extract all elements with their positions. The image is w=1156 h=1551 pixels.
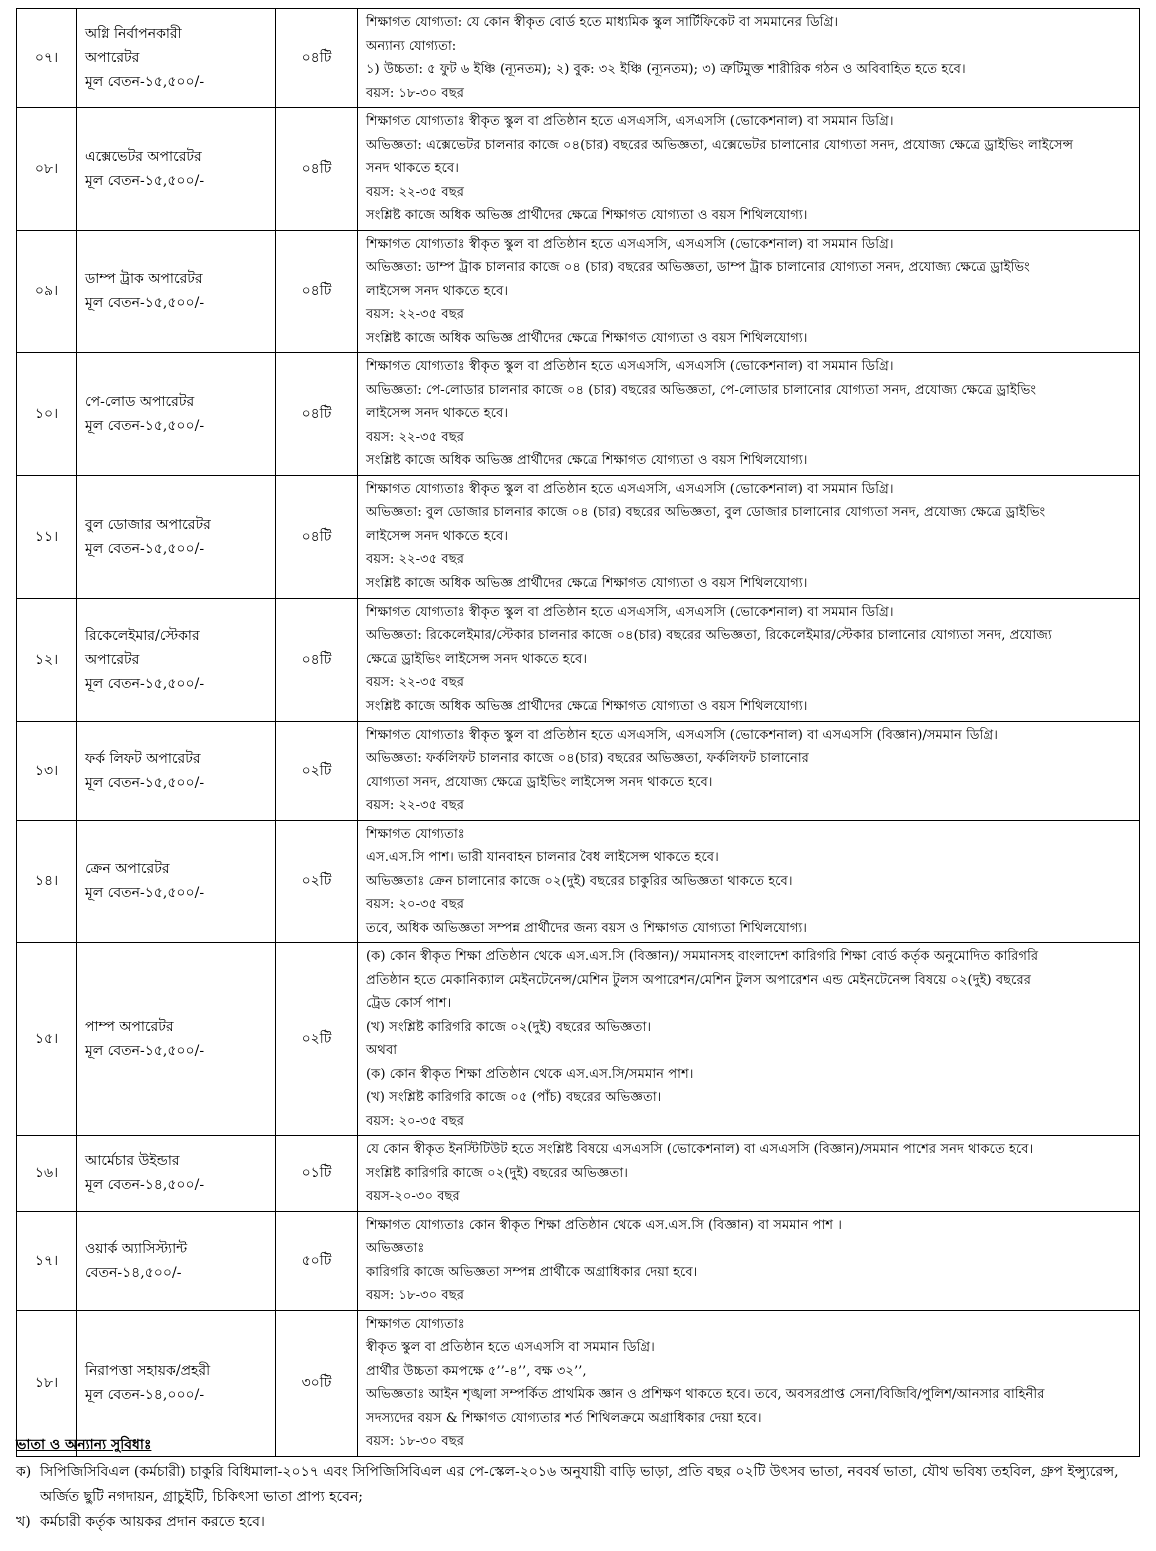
- requirement-line: অভিজ্ঞতা: ফর্কলিফট চালনার কাজে ০৪(চার) বছরের অভিজ্ঞতা, ফর্কলিফট চালানোর: [366, 751, 809, 766]
- post-line: রিকেলেইমার/স্টেকার: [85, 627, 200, 644]
- table-row: [17, 943, 1140, 1136]
- serial-number: ১৫।: [17, 943, 77, 1136]
- requirement-line: বয়স: ২০-৩৫ বছর: [366, 1113, 464, 1129]
- requirement-line: অভিজ্ঞতাঃ: [366, 1241, 425, 1256]
- post-line: মূল বেতন-১৫,৫০০/-: [85, 417, 205, 434]
- requirement-line: বয়স: ২০-৩৫ বছর: [366, 897, 464, 912]
- serial-number: ১৮।: [17, 1310, 77, 1456]
- requirement-line: অভিজ্ঞতাঃ ক্রেন চালানোর কাজে ০২(দুই) বছরের চাকুরির অভিজ্ঞতা থাকতে হবে।: [366, 873, 793, 889]
- post-line: ক্রেন অপারেটর: [85, 861, 170, 878]
- requirement-line: বয়স: ২২-৩৫ বছর: [366, 307, 464, 322]
- requirement-line: সংশ্লিষ্ট কাজে অধিক অভিজ্ঞ প্রার্থীদের ক্ষেত্রে শিক্ষাগত যোগ্যতা ও বয়স শিথিলযোগ্য।: [366, 453, 808, 468]
- post-count: ০৪টি: [276, 9, 358, 108]
- post-line: অগ্নি নির্বাপনকারী: [85, 26, 182, 42]
- requirement-line: বয়স: ১৮-৩০ বছর: [366, 1434, 464, 1449]
- requirement-line: শিক্ষাগত যোগ্যতাঃ: [366, 1316, 465, 1332]
- requirement-line: লাইসেন্স সনদ থাকতে হবে।: [366, 528, 509, 544]
- post-name-cell: [77, 108, 276, 231]
- table-row: [17, 475, 1140, 598]
- post-line: ডাম্প ট্রাক অপারেটর: [85, 271, 203, 288]
- requirements-cell: [358, 943, 1140, 1136]
- post-name-cell: [77, 943, 276, 1136]
- requirement-line: ১) উচ্চতা: ৫ ফুট ৬ ইঞ্চি (ন্যূনতম); ২) বুক: ৩২ ইঞ্চি (ন্যূনতম); ৩) ত্রুটিমুক্ত শারীরিক গঠন ও অবিবাহিত হতে হবে।: [366, 62, 966, 77]
- post-line: বুল ডোজার অপারেটর: [85, 516, 211, 533]
- table-row: [17, 353, 1140, 476]
- benefit-label: ক): [16, 1464, 32, 1480]
- requirement-line: বয়স: ২২-৩৫ বছর: [366, 429, 464, 445]
- requirement-line: প্রতিষ্ঠান হতে মেকানিক্যাল মেইনটেনেন্স/মেশিন টুলস অপারেশন/মেশিন টুলস অপারেশন এন্ড মেইনটেনেন্স বিষয়ে ০২(দুই) বছরের: [366, 972, 1031, 988]
- requirement-line: (খ) সংশ্লিষ্ট কারিগরি কাজে ০২(দুই) বছরের অভিজ্ঞতা।: [366, 1019, 652, 1035]
- post-line: আর্মেচার উইন্ডার: [85, 1153, 180, 1170]
- requirement-line: সদস্যদের বয়স & শিক্ষাগত যোগ্যতার শর্ত শিথিলক্রমে অগ্রাধিকার দেয়া হবে।: [366, 1410, 762, 1426]
- requirement-line: শিক্ষাগত যোগ্যতাঃ: [366, 826, 465, 842]
- post-line: মূল বেতন-১৫,৫০০/-: [85, 540, 205, 557]
- post-count: ৩০টি: [276, 1310, 358, 1456]
- post-name-cell: [77, 353, 276, 476]
- post-line: মূল বেতন-১৫,৫০০/-: [85, 774, 205, 791]
- serial-number: ১১।: [17, 475, 77, 598]
- requirements-cell: [358, 598, 1140, 721]
- benefits-section: [16, 1432, 1140, 1535]
- requirement-line: বয়স: ১৮-৩০ বছর: [366, 85, 464, 101]
- requirement-line: লাইসেন্স সনদ থাকতে হবে।: [366, 406, 509, 421]
- post-line: অপারেটর: [85, 50, 140, 66]
- post-line: মূল বেতন-১৪,৫০০/-: [85, 1177, 205, 1194]
- benefit-text: কর্মচারী কর্তৃক আয়কর প্রদান করতে হবে।: [40, 1514, 265, 1530]
- post-count: ০৪টি: [276, 475, 358, 598]
- post-count: ০১টি: [276, 1136, 358, 1212]
- requirement-line: বয়স: ১৮-৩০ বছর: [366, 1288, 464, 1303]
- requirement-line: শিক্ষাগত যোগ্যতাঃ কোন স্বীকৃত শিক্ষা প্রতিষ্ঠান থেকে এস.এস.সি (বিজ্ঞান) বা সমমান পাশ ।: [366, 1217, 842, 1233]
- requirement-line: স্বীকৃত স্কুল বা প্রতিষ্ঠান হতে এসএসসি বা সমমান ডিগ্রি।: [366, 1340, 655, 1355]
- benefit-label: খ): [16, 1514, 31, 1530]
- requirement-line: শিক্ষাগত যোগ্যতাঃ স্বীকৃত স্কুল বা প্রতিষ্ঠান হতে এসএসসি, এসএসসি (ভোকেশনাল) বা সমমান ডিগ্রি।: [366, 481, 894, 497]
- serial-number: ১০।: [17, 353, 77, 476]
- post-name-cell: [77, 598, 276, 721]
- requirement-line: সংশ্লিষ্ট কাজে অধিক অভিজ্ঞ প্রার্থীদের ক্ষেত্রে শিক্ষাগত যোগ্যতা ও বয়স শিথিলযোগ্য।: [366, 330, 808, 346]
- post-line: মূল বেতন-১৫,৫০০/-: [85, 675, 205, 692]
- table-row: [17, 820, 1140, 943]
- requirement-line: বয়স: ২২-৩৫ বছর: [366, 798, 464, 813]
- post-count: ০৪টি: [276, 353, 358, 476]
- requirements-cell: [358, 9, 1140, 108]
- requirement-line: অথবা: [366, 1043, 398, 1058]
- requirement-line: সংশ্লিষ্ট কাজে অধিক অভিজ্ঞ প্রার্থীদের ক্ষেত্রে শিক্ষাগত যোগ্যতা ও বয়স শিথিলযোগ্য।: [366, 698, 808, 714]
- requirement-line: প্রার্থীর উচ্চতা কমপক্ষে ৫’’-৪’’, বক্ষ ৩২’’,: [366, 1363, 587, 1379]
- table-row: [17, 1136, 1140, 1212]
- serial-number: ০৮।: [17, 108, 77, 231]
- table-row: [17, 1211, 1140, 1310]
- post-line: এক্সেভেটর অপারেটর: [85, 148, 202, 165]
- post-line: অপারেটর: [85, 651, 140, 668]
- requirement-line: শিক্ষাগত যোগ্যতা: যে কোন স্বীকৃত বোর্ড হতে মাধ্যমিক স্কুল সার্টিফিকেট বা সমমানের ডিগ্রি।: [366, 15, 839, 30]
- post-name-cell: [77, 1211, 276, 1310]
- post-line: মূল বেতন-১৪,০০০/-: [85, 1387, 205, 1403]
- requirements-cell: [358, 820, 1140, 943]
- post-name-cell: [77, 230, 276, 353]
- serial-number: ০৭।: [17, 9, 77, 108]
- requirement-line: কারিগরি কাজে অভিজ্ঞতা সম্পন্ন প্রার্থীকে অগ্রাধিকার দেয়া হবে।: [366, 1264, 698, 1280]
- post-name-cell: [77, 820, 276, 943]
- requirements-cell: [358, 1211, 1140, 1310]
- post-line: মূল বেতন-১৫,৫০০/-: [85, 172, 205, 189]
- requirement-line: অন্যান্য যোগ্যতা:: [366, 38, 457, 54]
- requirement-line: অভিজ্ঞতাঃ আইন শৃঙ্খলা সম্পর্কিত প্রাথমিক জ্ঞান ও প্রশিক্ষণ থাকতে হবে। তবে, অবসরপ্রাপ্ত সেনা/বিজিবি/পুলিশ/আনসার বাহিনীর: [366, 1387, 1045, 1402]
- requirement-line: যে কোন স্বীকৃত ইনস্টিটিউট হতে সংশ্লিষ্ট বিষয়ে এসএসসি (ভোকেশনাল) বা এসএসসি (বিজ্ঞান)/সমমান পাশের সনদ থাকতে হবে।: [366, 1142, 1034, 1157]
- requirement-line: বয়স: ২২-৩৫ বছর: [366, 675, 464, 691]
- post-count: ০২টি: [276, 820, 358, 943]
- requirements-cell: [358, 108, 1140, 231]
- post-count: ০৪টি: [276, 598, 358, 721]
- requirement-line: অভিজ্ঞতা: ডাম্প ট্রাক চালনার কাজে ০৪ (চার) বছরের অভিজ্ঞতা, ডাম্প ট্রাক চালানোর যোগ্যতা সনদ, প্রযোজ্য ক্ষেত্রে ড্রাইভিং: [366, 260, 1030, 275]
- requirement-line: সংশ্লিষ্ট কারিগরি কাজে ০২(দুই) বছরের অভিজ্ঞতা।: [366, 1165, 628, 1181]
- post-count: ০২টি: [276, 943, 358, 1136]
- requirement-line: বয়স: ২২-৩৫ বছর: [366, 184, 464, 200]
- serial-number: ১৭।: [17, 1211, 77, 1310]
- requirement-line: শিক্ষাগত যোগ্যতাঃ স্বীকৃত স্কুল বা প্রতিষ্ঠান হতে এসএসসি, এসএসসি (ভোকেশনাল) বা সমমান ডিগ্রি।: [366, 604, 894, 620]
- job-table: [16, 8, 1140, 1457]
- requirement-line: বয়স-২০-৩০ বছর: [366, 1189, 460, 1204]
- serial-number: ১৬।: [17, 1136, 77, 1212]
- benefits-heading: ভাতা ও অন্যান্য সুবিধাঃ: [16, 1437, 152, 1453]
- post-count: ০২টি: [276, 721, 358, 820]
- serial-number: ১৩।: [17, 721, 77, 820]
- post-line: মূল বেতন-১৫,৫০০/-: [85, 295, 205, 312]
- post-line: মূল বেতন-১৫,৫০০/-: [85, 1043, 205, 1059]
- job-table-body: [17, 9, 1140, 1457]
- table-row: [17, 9, 1140, 108]
- requirement-line: শিক্ষাগত যোগ্যতাঃ স্বীকৃত স্কুল বা প্রতিষ্ঠান হতে এসএসসি, এসএসসি (ভোকেশনাল) বা সমমান ডিগ্রি।: [366, 114, 894, 129]
- post-line: ওয়ার্ক অ্যাসিস্ট্যান্ট: [85, 1240, 188, 1257]
- requirement-line: অভিজ্ঞতা: পে-লোডার চালনার কাজে ০৪ (চার) বছরের অভিজ্ঞতা, পে-লোডার চালানোর যোগ্যতা সনদ, প্রযোজ্য ক্ষেত্রে ড্রাইভিং: [366, 382, 1037, 398]
- post-count: ৫০টি: [276, 1211, 358, 1310]
- requirement-line: অভিজ্ঞতা: রিকেলেইমার/স্টেকার চালনার কাজে ০৪(চার) বছরের অভিজ্ঞতা, রিকেলেইমার/স্টেকার চালানোর যোগ্যতা সনদ, প্রযোজ্য: [366, 628, 1052, 644]
- post-line: ফর্ক লিফট অপারেটর: [85, 750, 201, 767]
- table-row: [17, 108, 1140, 231]
- post-line: পাম্প অপারেটর: [85, 1019, 174, 1035]
- serial-number: ০৯।: [17, 230, 77, 353]
- requirement-line: (ক) কোন স্বীকৃত শিক্ষা প্রতিষ্ঠান থেকে এস.এস.সি/সমমান পাশ।: [366, 1066, 694, 1082]
- requirement-line: যোগ্যতা সনদ, প্রযোজ্য ক্ষেত্রে ড্রাইভিং লাইসেন্স সনদ থাকতে হবে।: [366, 774, 713, 790]
- post-line: নিরাপত্তা সহায়ক/প্রহরী: [85, 1363, 211, 1379]
- post-line: মূল বেতন-১৫,৫০০/-: [85, 885, 205, 902]
- requirement-line: অভিজ্ঞতা: বুল ডোজার চালনার কাজে ০৪ (চার) বছরের অভিজ্ঞতা, বুল ডোজার চালানোর যোগ্যতা সনদ, প্রযোজ্য ক্ষেত্রে ড্রাইভিং: [366, 505, 1046, 521]
- post-count: ০৪টি: [276, 230, 358, 353]
- requirement-line: শিক্ষাগত যোগ্যতাঃ স্বীকৃত স্কুল বা প্রতিষ্ঠান হতে এসএসসি, এসএসসি (ভোকেশনাল) বা এসএসসি (বিজ্ঞান)/সমমান ডিগ্রি।: [366, 727, 998, 743]
- benefit-item: [16, 1510, 1140, 1535]
- requirement-line: সনদ থাকতে হবে।: [366, 161, 459, 176]
- table-row: [17, 230, 1140, 353]
- requirement-line: শিক্ষাগত যোগ্যতাঃ স্বীকৃত স্কুল বা প্রতিষ্ঠান হতে এসএসসি, এসএসসি (ভোকেশনাল) বা সমমান ডিগ্রি।: [366, 236, 894, 252]
- requirements-cell: [358, 475, 1140, 598]
- requirement-line: শিক্ষাগত যোগ্যতাঃ স্বীকৃত স্কুল বা প্রতিষ্ঠান হতে এসএসসি, এসএসসি (ভোকেশনাল) বা সমমান ডিগ্রি।: [366, 359, 894, 374]
- requirements-cell: [358, 353, 1140, 476]
- requirements-cell: [358, 1136, 1140, 1212]
- post-count: ০৪টি: [276, 108, 358, 231]
- requirement-line: (ক) কোন স্বীকৃত শিক্ষা প্রতিষ্ঠান থেকে এস.এস.সি (বিজ্ঞান)/ সমমানসহ বাংলাদেশ কারিগরি শিক্ষা বোর্ড কর্তৃক অনুমোদিত কারিগরি: [366, 949, 1039, 964]
- post-line: মূল বেতন-১৫,৫০০/-: [85, 74, 205, 90]
- post-line: বেতন-১৪,৫০০/-: [85, 1264, 182, 1281]
- requirement-line: লাইসেন্স সনদ থাকতে হবে।: [366, 283, 509, 299]
- requirements-cell: [358, 721, 1140, 820]
- benefit-item: [16, 1460, 1140, 1510]
- requirement-line: সংশ্লিষ্ট কাজে অধিক অভিজ্ঞ প্রার্থীদের ক্ষেত্রে শিক্ষাগত যোগ্যতা ও বয়স শিথিলযোগ্য।: [366, 208, 808, 223]
- serial-number: ১২।: [17, 598, 77, 721]
- post-name-cell: [77, 9, 276, 108]
- post-name-cell: [77, 1136, 276, 1212]
- benefit-text: সিপিজিসিবিএল (কর্মচারী) চাকুরি বিধিমালা-২০১৭ এবং সিপিজিসিবিএল এর পে-স্কেল-২০১৬ অনুযায়ী বাড়ি ভাড়া, প্রতি বছর ০২টি উৎসব ভাতা, নববর্ষ ভাতা, যৌথ ভবিষ্য তহবিল, গ্রুপ ইন্স্যুরেন্স, অর্জিত ছুটি নগদায়ন, গ্রাচুইটি, চিকিৎসা ভাতা প্রাপ্য হবেন;: [40, 1464, 1119, 1505]
- requirement-line: অভিজ্ঞতা: এক্সেভেটর চালনার কাজে ০৪(চার) বছরের অভিজ্ঞতা, এক্সেভেটর চালানোর যোগ্যতা সনদ, প্রযোজ্য ক্ষেত্রে ড্রাইভিং লাইসেন্স: [366, 137, 1074, 153]
- table-row: [17, 721, 1140, 820]
- requirements-cell: [358, 230, 1140, 353]
- requirement-line: (খ) সংশ্লিষ্ট কারিগরি কাজে ০৫ (পাঁচ) বছরের অভিজ্ঞতা।: [366, 1090, 662, 1105]
- table-row: [17, 598, 1140, 721]
- requirement-line: তবে, অধিক অভিজ্ঞতা সম্পন্ন প্রার্থীদের জন্য বয়স ও শিক্ষাগত যোগ্যতা শিথিলযোগ্য।: [366, 920, 808, 936]
- requirement-line: ট্রেড কোর্স পাশ।: [366, 996, 452, 1011]
- serial-number: ১৪।: [17, 820, 77, 943]
- requirement-line: এস.এস.সি পাশ। ভারী যানবাহন চালনার বৈধ লাইসেন্স থাকতে হবে।: [366, 850, 719, 865]
- post-line: পে-লোড অপারেটর: [85, 393, 195, 410]
- requirement-line: ক্ষেত্রে ড্রাইভিং লাইসেন্স সনদ থাকতে হবে।: [366, 651, 588, 667]
- requirement-line: সংশ্লিষ্ট কাজে অধিক অভিজ্ঞ প্রার্থীদের ক্ষেত্রে শিক্ষাগত যোগ্যতা ও বয়স শিথিলযোগ্য।: [366, 575, 808, 591]
- requirement-line: বয়স: ২২-৩৫ বছর: [366, 552, 464, 568]
- post-name-cell: [77, 475, 276, 598]
- post-name-cell: [77, 721, 276, 820]
- benefits-list: [16, 1460, 1140, 1535]
